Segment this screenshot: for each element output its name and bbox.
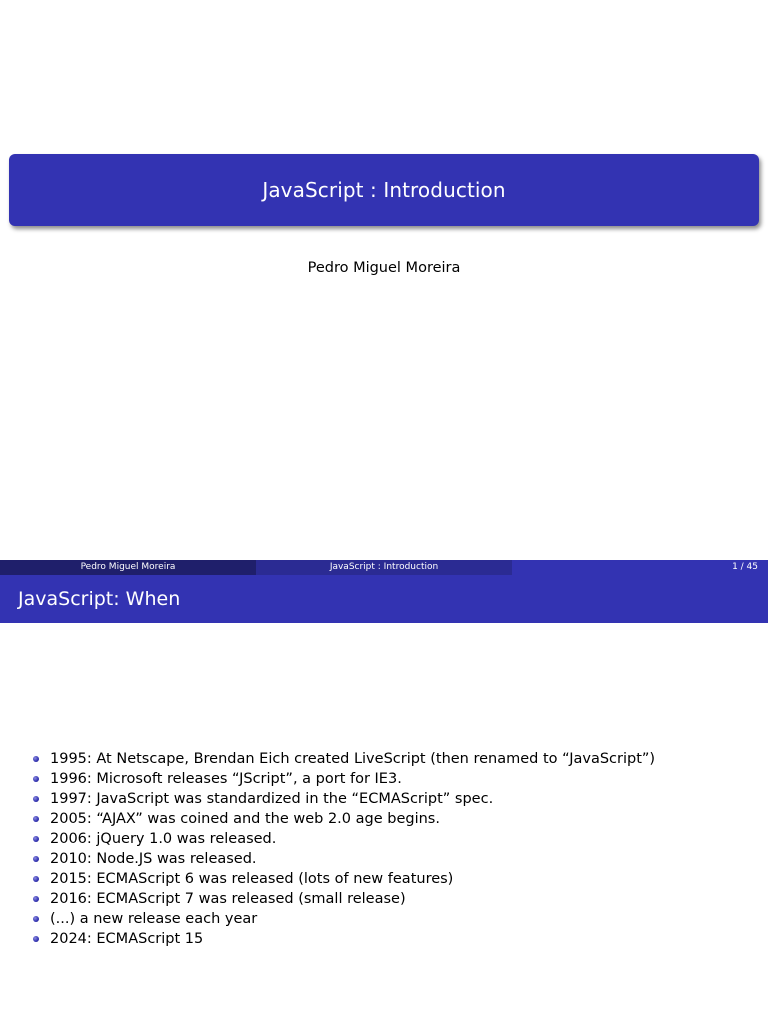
- list-item-text: 2010: Node.JS was released.: [50, 851, 257, 867]
- list-item: [33, 789, 655, 809]
- list-item: [33, 749, 655, 769]
- footline-author: Pedro Miguel Moreira: [0, 560, 256, 575]
- list-item: [33, 889, 655, 909]
- list-item-text: 1996: Microsoft releases “JScript”, a port for IE3.: [50, 771, 402, 787]
- list-item-text: 2016: ECMAScript 7 was released (small release): [50, 891, 406, 907]
- bullet-icon: [33, 796, 39, 802]
- frame-title: JavaScript: When: [18, 588, 181, 610]
- list-item: [33, 829, 655, 849]
- bullet-icon: [33, 836, 39, 842]
- list-item: [33, 869, 655, 889]
- list-item-text: (...) a new release each year: [50, 911, 258, 927]
- presentation-author: Pedro Miguel Moreira: [307, 260, 461, 276]
- list-item: [33, 809, 655, 829]
- list-item-text: 2006: jQuery 1.0 was released.: [50, 831, 277, 847]
- bullet-icon: [33, 756, 39, 762]
- footline-page-number: 1 / 45: [512, 560, 768, 575]
- bullet-icon: [33, 936, 39, 942]
- timeline-list: [33, 749, 655, 949]
- list-item: [33, 849, 655, 869]
- frame-title-bar: [0, 575, 768, 623]
- bullet-icon: [33, 816, 39, 822]
- list-item: [33, 929, 655, 949]
- list-item: [33, 909, 655, 929]
- bullet-icon: [33, 856, 39, 862]
- footline-title: JavaScript : Introduction: [256, 560, 512, 575]
- footline: [0, 560, 768, 575]
- list-item: [33, 769, 655, 789]
- list-item-text: 2024: ECMAScript 15: [50, 931, 204, 947]
- bullet-icon: [33, 876, 39, 882]
- list-item-text: 2015: ECMAScript 6 was released (lots of new features): [50, 871, 454, 887]
- title-banner: [9, 154, 759, 226]
- list-item-text: 1995: At Netscape, Brendan Eich created LiveScript (then renamed to “JavaScript”): [50, 751, 656, 767]
- presentation-title: JavaScript : Introduction: [262, 178, 506, 202]
- bullet-icon: [33, 916, 39, 922]
- bullet-icon: [33, 776, 39, 782]
- list-item-text: 2005: “AJAX” was coined and the web 2.0 age begins.: [50, 811, 440, 827]
- bullet-icon: [33, 896, 39, 902]
- list-item-text: 1997: JavaScript was standardized in the “ECMAScript” spec.: [50, 791, 494, 807]
